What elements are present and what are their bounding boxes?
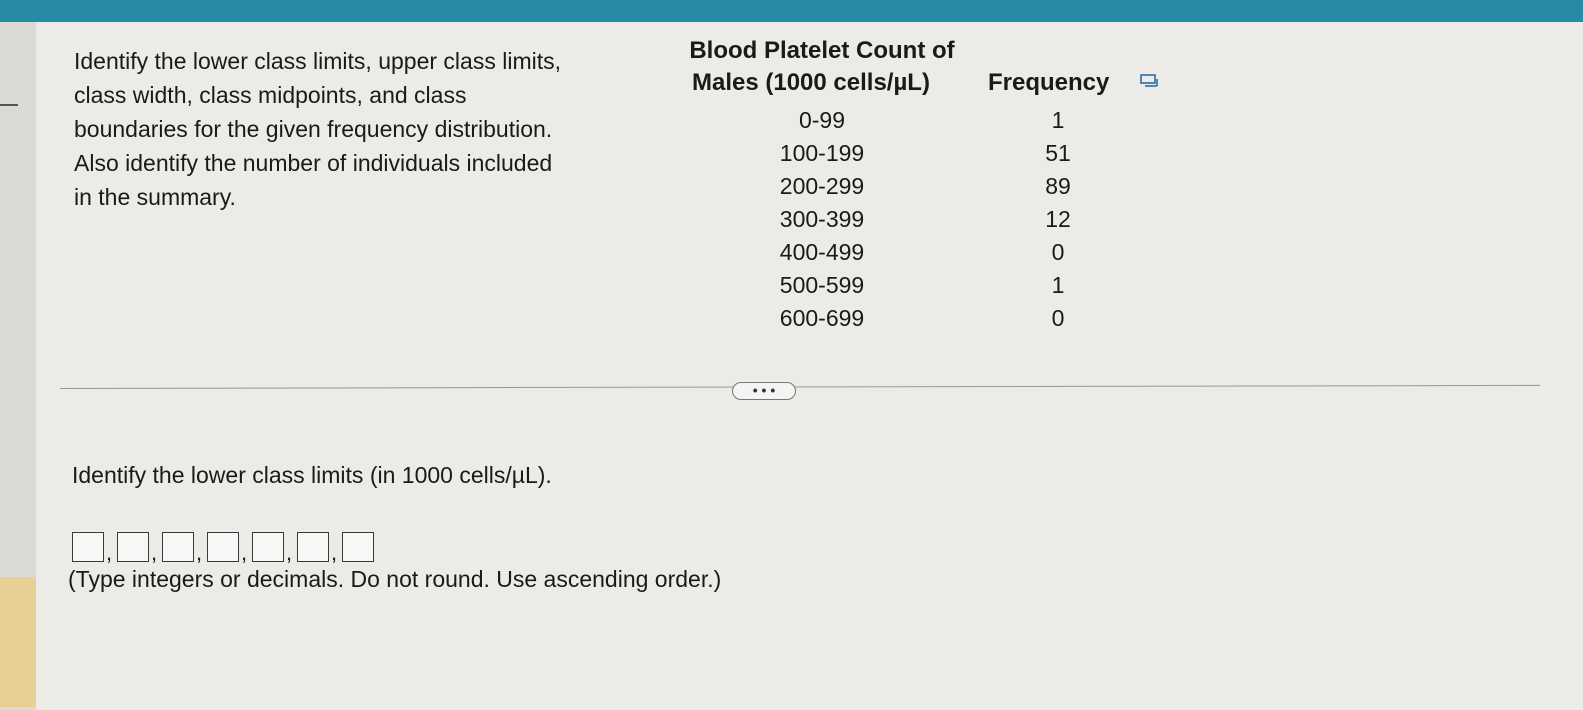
left-strip [0, 22, 36, 710]
class-cell: 500-599 [779, 272, 865, 298]
answer-input-3[interactable] [162, 532, 194, 562]
table-row [760, 203, 1100, 236]
prompt-line: Also identify the number of individuals included [74, 150, 553, 176]
class-cell: 400-499 [779, 239, 865, 265]
table-row [760, 302, 1100, 335]
top-bar [0, 0, 1583, 22]
answer-input-1[interactable] [72, 532, 104, 562]
frequency-cell: 1 [1051, 272, 1065, 298]
question-text: Identify the lower class limits (in 1000 cells/µL). [72, 462, 552, 488]
expand-more-button[interactable]: • • • [732, 382, 796, 400]
frequency-cell: 0 [1051, 239, 1065, 265]
left-tan-block [0, 577, 36, 707]
separator-comma: , [286, 540, 293, 565]
class-cell: 100-199 [779, 140, 865, 166]
class-column-header: Males (1000 cells/µL) [692, 69, 930, 96]
problem-statement [74, 44, 654, 214]
table-row [760, 104, 1100, 137]
answer-input-6[interactable] [297, 532, 329, 562]
answer-input-5[interactable] [252, 532, 284, 562]
frequency-cell: 1 [1051, 107, 1065, 133]
table-row [760, 170, 1100, 203]
input-hint: (Type integers or decimals. Do not round. Use ascending order.) [68, 566, 722, 592]
class-cell: 200-299 [779, 173, 865, 199]
answer-input-7[interactable] [342, 532, 374, 562]
class-cell: 600-699 [779, 305, 865, 331]
frequency-cell: 89 [1045, 173, 1071, 199]
table-row [760, 236, 1100, 269]
frequency-cell: 51 [1045, 140, 1071, 166]
table-title-line: Blood Platelet Count of [689, 37, 955, 64]
prompt-line: in the summary. [74, 184, 236, 210]
answer-input-4[interactable] [207, 532, 239, 562]
table-row [760, 269, 1100, 302]
separator-comma: , [196, 540, 203, 565]
separator-comma: , [151, 540, 158, 565]
frequency-cell: 0 [1051, 305, 1065, 331]
prompt-line: boundaries for the given frequency distribution. [74, 116, 553, 142]
prompt-line: class width, class midpoints, and class [74, 82, 467, 108]
left-tick [0, 104, 18, 106]
frequency-cell: 12 [1045, 206, 1071, 232]
frequency-table [760, 104, 1100, 335]
copy-icon[interactable] [1140, 74, 1158, 88]
separator-comma: , [106, 540, 113, 565]
class-cell: 300-399 [779, 206, 865, 232]
answer-input-2[interactable] [117, 532, 149, 562]
table-title [672, 34, 972, 68]
frequency-column-header: Frequency [988, 69, 1110, 96]
class-cell: 0-99 [798, 107, 846, 133]
separator-comma: , [331, 540, 338, 565]
answer-row [72, 532, 374, 565]
separator-comma: , [241, 540, 248, 565]
table-row [760, 137, 1100, 170]
prompt-line: Identify the lower class limits, upper class limits, [74, 48, 561, 74]
